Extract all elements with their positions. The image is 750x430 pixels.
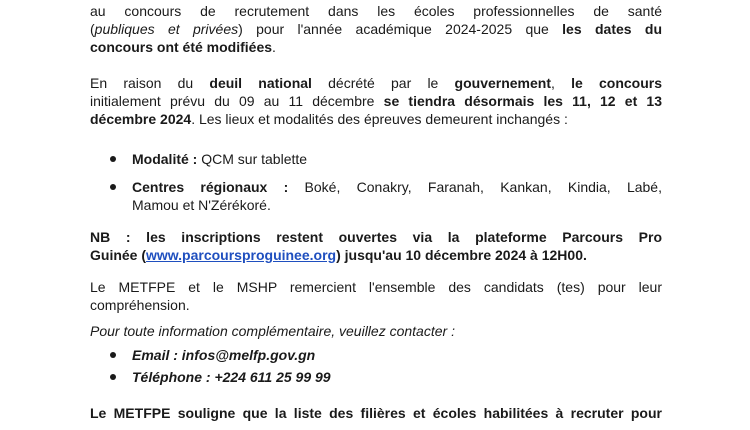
intro-line-2: (publiques et privées) pour l'année académique 2024-2025 que les dates du (90, 21, 662, 37)
intro-line-3: concours ont été modifiées. (90, 39, 276, 55)
list-item-phone: Téléphone : +224 611 25 99 99 (110, 368, 662, 386)
exam-details-list (110, 150, 662, 214)
bullet-icon (110, 352, 116, 358)
intro-line-1: au concours de recrutement dans les écoles professionnelles de santé (90, 3, 662, 19)
nb-line-2: Guinée (www.parcoursproguinee.org) jusqu'au 10 décembre 2024 à 12H00. (90, 247, 587, 263)
postponement-line-1: En raison du deuil national décrété par le gouvernement, le concours (90, 75, 662, 91)
intro-paragraph (90, 2, 662, 56)
contact-list (110, 346, 662, 386)
bullet-icon (110, 156, 116, 162)
list-item-email: Email : infos@melfp.gov.gn (110, 346, 662, 364)
bullet-icon (110, 374, 116, 380)
postponement-line-3: décembre 2024. Les lieux et modalités des épreuves demeurent inchangés : (90, 111, 568, 127)
final-line-1: Le METFPE souligne que la liste des filières et écoles habilitées à recruter pour (90, 405, 662, 421)
contact-intro: Pour toute information complémentaire, veuillez contacter : (90, 323, 455, 339)
list-item-modality: Modalité : QCM sur tablette (110, 150, 662, 168)
postponement-line-2: initialement prévu du 09 au 11 décembre se tiendra désormais les 11, 12 et 13 (90, 93, 662, 109)
registration-platform-link[interactable]: www.parcoursproguinee.org (146, 247, 337, 263)
nb-line-1: NB : les inscriptions restent ouvertes via la plateforme Parcours Pro (90, 229, 662, 245)
postponement-paragraph (90, 74, 662, 128)
thanks-line-1: Le METFPE et le MSHP remercient l'ensemble des candidats (tes) pour leur (90, 279, 662, 295)
thanks-line-2: compréhension. (90, 297, 190, 313)
bullet-icon (110, 184, 116, 190)
list-item-centers: Centres régionaux : Boké, Conakry, Faranah, Kankan, Kindia, Labé, Mamou et N'Zérékoré. (110, 178, 662, 214)
thanks-paragraph (90, 278, 662, 314)
nb-paragraph (90, 228, 662, 264)
final-paragraph (90, 404, 662, 422)
